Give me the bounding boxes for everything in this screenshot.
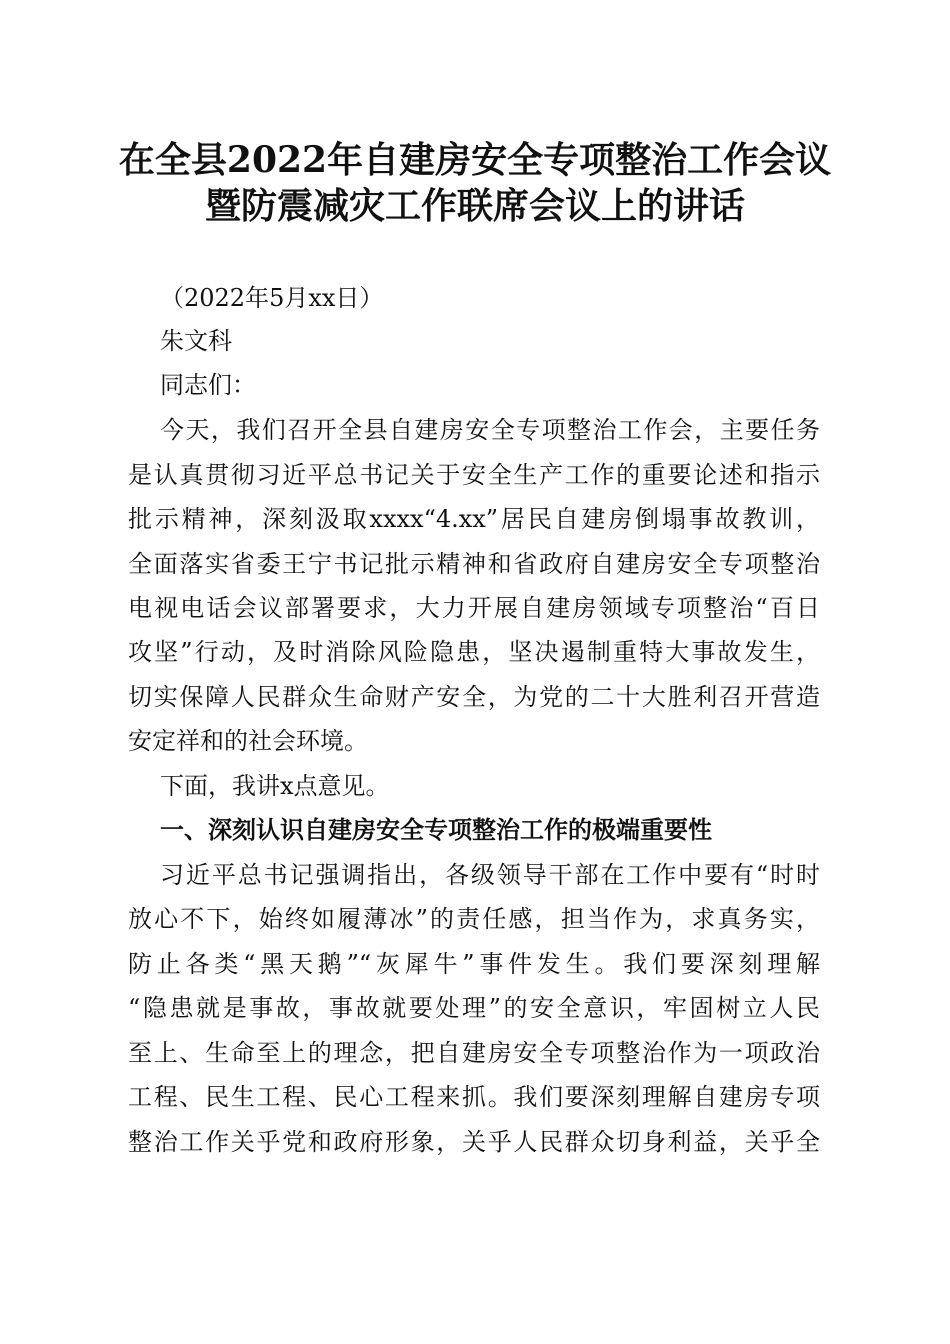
paragraph-line: 防止各类“黑天鹅”“灰犀牛”事件发生。我们要深刻理解 xyxy=(128,950,820,978)
paragraph-line: 电视电话会议部署要求，大力开展自建房领域专项整治“百日 xyxy=(128,594,820,622)
paragraph-line: 是认真贯彻习近平总书记关于安全生产工作的重要论述和指示 xyxy=(128,461,820,489)
speech-date: （2022年5月xx日） xyxy=(160,284,384,312)
paragraph-line: 工程、民生工程、民心工程来抓。我们要深刻理解自建房专项 xyxy=(128,1083,820,1111)
salutation: 同志们： xyxy=(160,371,256,399)
paragraph-line: 批示精神，深刻汲取xxxx“4.xx”居民自建房倒塌事故教训， xyxy=(128,505,820,533)
paragraph-intro: 下面，我讲x点意见。 xyxy=(160,772,390,800)
speaker-name: 朱文科 xyxy=(160,327,232,355)
paragraph-line: 至上、生命至上的理念，把自建房安全专项整治作为一项政治 xyxy=(128,1039,820,1067)
document-title-line-2: 暨防震减灾工作联席会议上的讲话 xyxy=(204,185,745,227)
paragraph-line: 整治工作关乎党和政府形象，关乎人民群众切身利益，关乎全 xyxy=(128,1128,820,1156)
paragraph-line: 今天，我们召开全县自建房安全专项整治工作会，主要任务 xyxy=(160,416,820,444)
paragraph-line: 切实保障人民群众生命财产安全，为党的二十大胜利召开营造 xyxy=(128,683,820,711)
paragraph-line: 攻坚”行动，及时消除风险隐患，坚决遏制重特大事故发生， xyxy=(128,638,820,666)
document-title-line-1: 在全县2022年自建房安全专项整治工作会议 xyxy=(118,139,832,181)
paragraph-line: 全面落实省委王宁书记批示精神和省政府自建房安全专项整治 xyxy=(128,550,820,578)
paragraph-line: 放心不下，始终如履薄冰”的责任感，担当作为，求真务实， xyxy=(128,905,820,933)
section-heading: 一、深刻认识自建房安全专项整治工作的极端重要性 xyxy=(160,816,712,844)
paragraph-line: 安定祥和的社会环境。 xyxy=(128,727,368,755)
paragraph-line: “隐患就是事故，事故就要处理”的安全意识，牢固树立人民 xyxy=(128,994,820,1022)
paragraph-line: 习近平总书记强调指出，各级领导干部在工作中要有“时时 xyxy=(160,861,820,889)
